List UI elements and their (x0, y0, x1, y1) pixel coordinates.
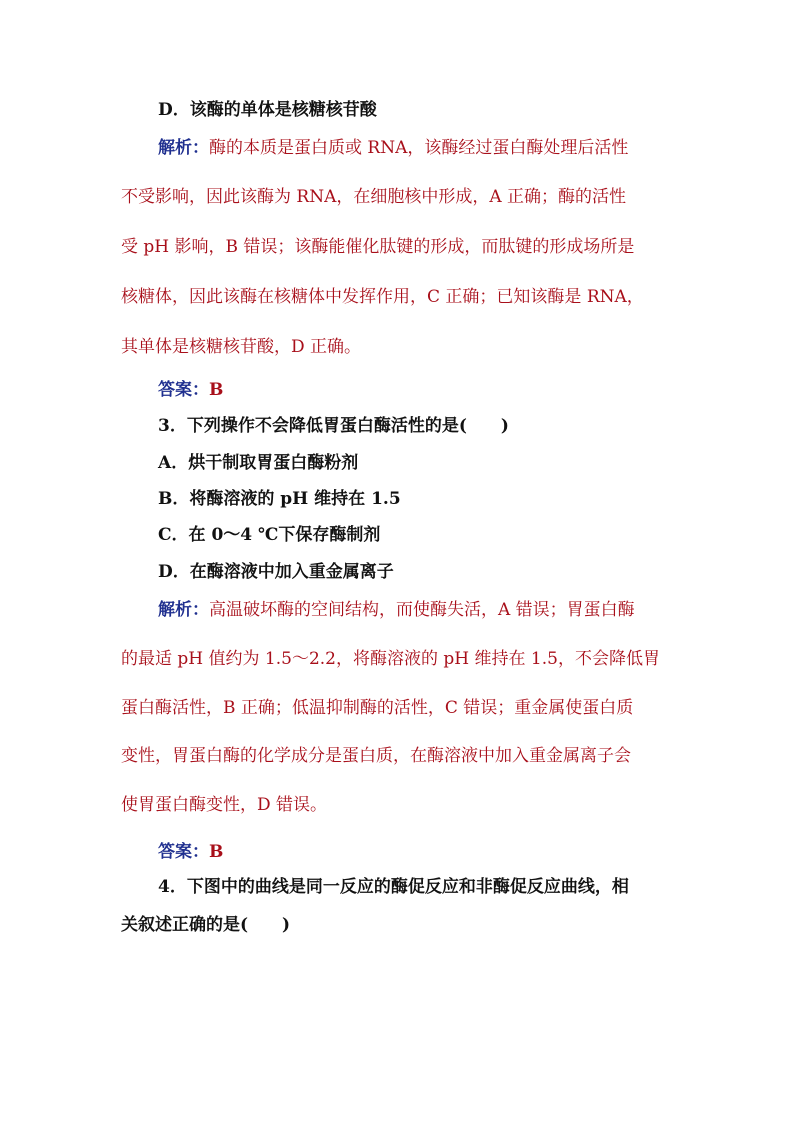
q3-option-b: B．将酶溶液的 pH 维持在 1.5 (158, 489, 401, 509)
q2-analysis-text-1: 酶的本质是蛋白质或 RNA，该酶经过蛋白酶处理后活性 (209, 138, 629, 158)
q2-analysis-label: 解析： (158, 138, 209, 158)
q4-stem-line-2: 关叙述正确的是( ) (121, 915, 291, 935)
q3-answer (158, 841, 718, 863)
q2-analysis-line-3: 受 pH 影响，B 错误；该酶能催化肽键的形成，而肽键的形成场所是 (121, 237, 635, 257)
q2-answer-label: 答案： (158, 380, 209, 400)
q2-option-d: D．该酶的单体是核糖核苷酸 (158, 100, 377, 120)
q3-option-a: A．烘干制取胃蛋白酶粉剂 (158, 453, 359, 473)
q3-analysis-label: 解析： (158, 600, 209, 620)
q3-option-c: C．在 0～4 ℃下保存酶制剂 (158, 525, 381, 545)
q3-analysis-line-2: 的最适 pH 值约为 1.5～2.2，将酶溶液的 pH 维持在 1.5，不会降低胃 (121, 649, 660, 669)
q2-analysis-line-5: 其单体是核糖核苷酸，D 正确。 (121, 337, 362, 357)
q4-stem-line-1: 4．下图中的曲线是同一反应的酶促反应和非酶促反应曲线，相 (158, 877, 629, 897)
q3-answer-label: 答案： (158, 842, 209, 862)
q3-analysis-line-5: 使胃蛋白酶变性，D 错误。 (121, 795, 328, 815)
q3-stem: 3．下列操作不会降低胃蛋白酶活性的是( ) (158, 416, 509, 436)
q3-analysis-line-1 (158, 599, 718, 621)
q2-analysis-line-2: 不受影响，因此该酶为 RNA，在细胞核中形成，A 正确；酶的活性 (121, 187, 627, 207)
q3-analysis-line-4: 变性，胃蛋白酶的化学成分是蛋白质，在酶溶液中加入重金属离子会 (121, 746, 631, 766)
q2-analysis-line-4: 核糖体，因此该酶在核糖体中发挥作用，C 正确；已知该酶是 RNA， (121, 287, 644, 307)
q2-answer-value: B (209, 380, 224, 400)
q3-answer-value: B (209, 842, 224, 862)
q2-answer (158, 379, 718, 401)
q3-analysis-line-3: 蛋白酶活性，B 正确；低温抑制酶的活性，C 错误；重金属使蛋白质 (121, 698, 634, 718)
q2-analysis-line-1 (158, 137, 718, 159)
q3-analysis-text-1: 高温破坏酶的空间结构，而使酶失活，A 错误；胃蛋白酶 (209, 600, 635, 620)
q3-option-d: D．在酶溶液中加入重金属离子 (158, 562, 394, 582)
